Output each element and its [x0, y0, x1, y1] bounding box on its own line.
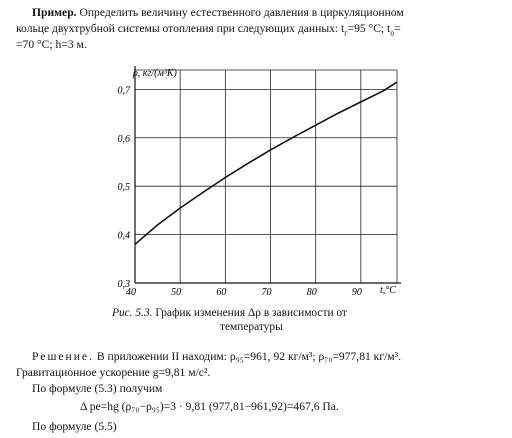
solution-text-1: В приложении II находим: ρ₉₅=961, 92 кг/м³; ρ₇₀=977,81 кг/м³.	[96, 350, 402, 363]
solution-text-2: Гравитационное ускорение g=9,81 м/с².	[16, 366, 211, 379]
solution-text-4: По формуле (5.5)	[32, 420, 117, 433]
caption-text-1: График изменения Δρ в зависимости от	[155, 307, 347, 319]
solution-line-1	[32, 350, 401, 363]
caption-text-2: температуры	[220, 321, 283, 333]
problem-text-2: кольце двухтрубной системы отопления при следующих данных: t	[16, 22, 345, 35]
y-tick-label: 0,3	[117, 279, 130, 290]
y-tick-label: 0,6	[117, 133, 130, 145]
chart-grid	[135, 70, 397, 283]
y-tick-label: 0,5	[117, 182, 130, 194]
solution-line-3	[32, 382, 162, 395]
x-tick-label: 90	[351, 287, 362, 298]
density-curve	[135, 82, 397, 244]
t-r-subscript: г	[344, 28, 348, 38]
figure-caption-line-1	[112, 307, 347, 319]
y-tick-label: 0,4	[117, 230, 130, 242]
solution-text-3: По формуле (5.3) получим	[32, 382, 163, 395]
t-0-subscript: о	[390, 28, 395, 38]
solution-formula	[80, 400, 339, 413]
figure-caption-line-2	[220, 321, 283, 333]
problem-label: Пример.	[32, 6, 77, 19]
y-tick-label: 0,7	[117, 85, 130, 97]
problem-text-2c: =	[394, 22, 401, 35]
solution-line-4	[32, 420, 117, 433]
formula-text: Δ pе=hg (ρ₇₀−ρ₉₅)=3 · 9,81 (977,81−961,92)=467,6 Па.	[80, 400, 339, 413]
x-tick-label: 80	[306, 287, 317, 298]
x-tick-label: 60	[216, 287, 227, 298]
figure-number: Рис. 5.3.	[112, 307, 153, 319]
problem-text-2b: =95 °С; t	[347, 22, 391, 35]
x-axis-label: t,°С	[380, 285, 396, 296]
problem-text-3: =70 °С; h=3 м.	[16, 38, 87, 51]
solution-label: Решение.	[32, 350, 94, 363]
x-tick-label: 40	[126, 287, 136, 298]
y-axis-label: ρ, кг/(м³К)	[133, 68, 177, 79]
solution-line-2	[16, 366, 210, 379]
x-tick-label: 50	[171, 287, 182, 298]
chart-tick-labels	[118, 85, 362, 298]
chart-series	[135, 82, 397, 244]
problem-text-1: Определить величину естественного давления в циркуляционном	[79, 6, 404, 19]
x-tick-label: 70	[261, 287, 272, 298]
